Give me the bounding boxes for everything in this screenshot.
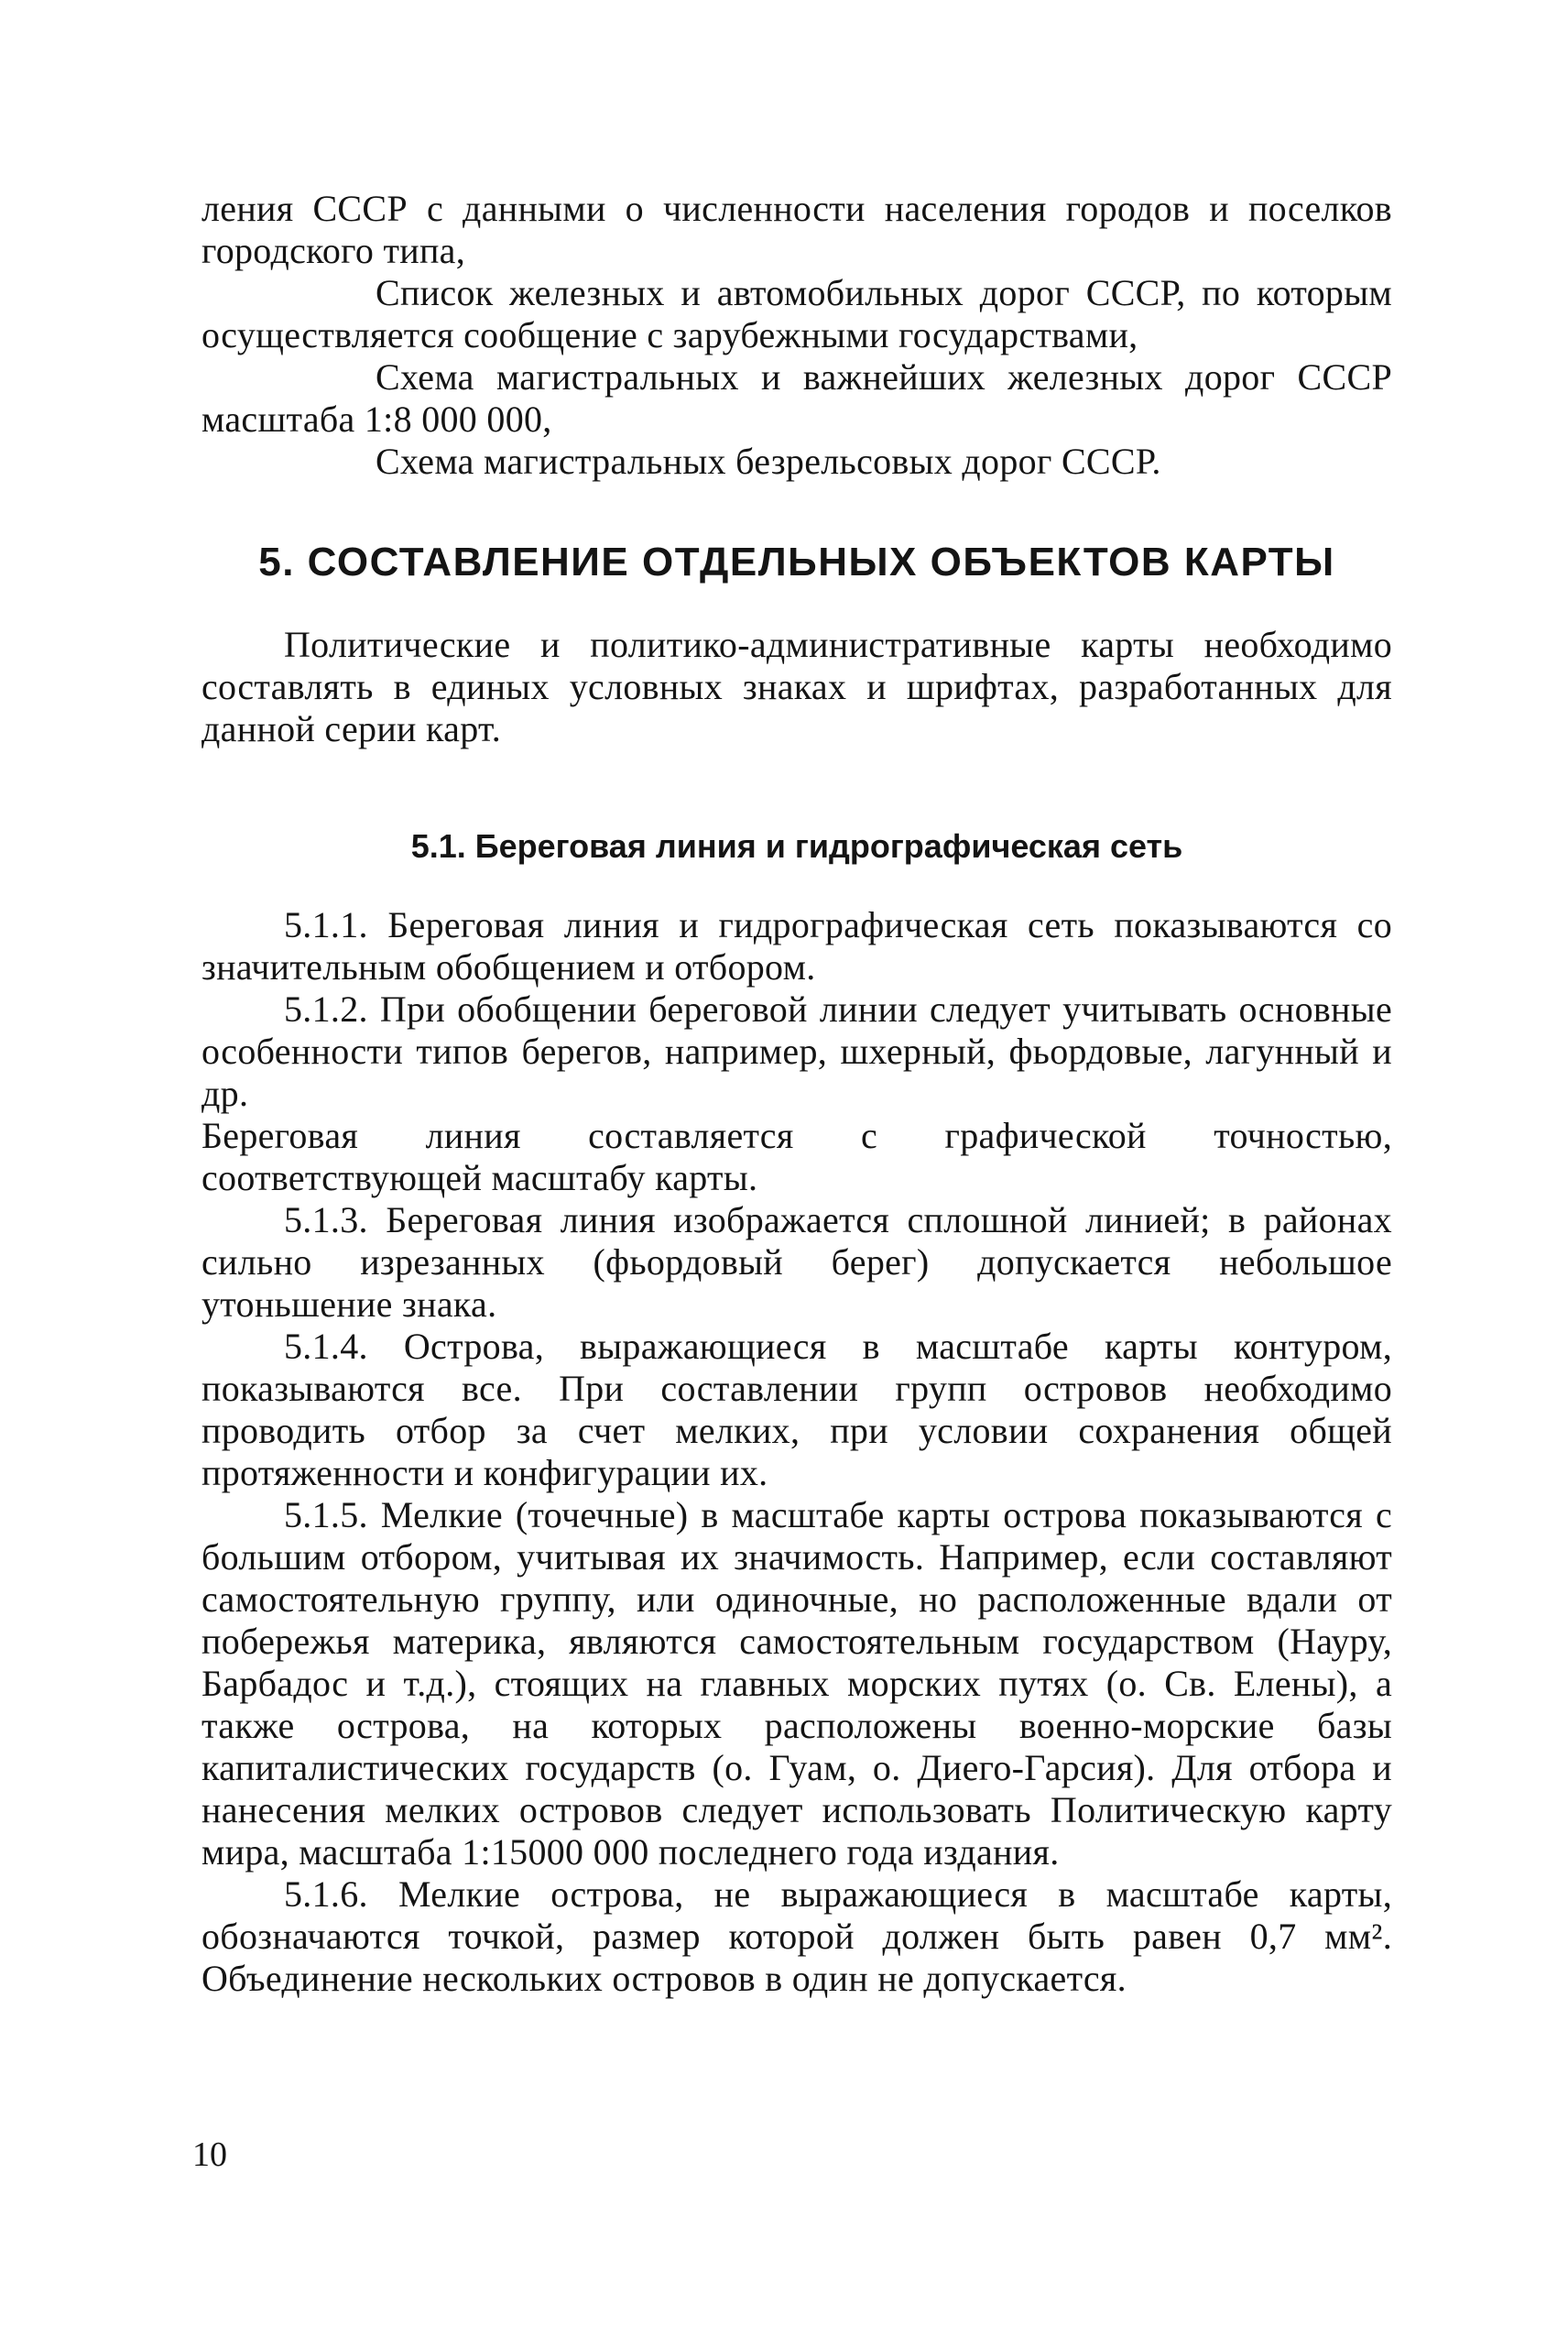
paragraph-intro-3: Схема магистральных и важнейших железных дорог СССР масштаба 1:8 000 000,	[201, 356, 1392, 440]
paragraph-5-1-1: 5.1.1. Береговая линия и гидрографическая сеть показываются со значительным обобщением и отбором.	[201, 904, 1392, 988]
paragraph-5-1-5: 5.1.5. Мелкие (точечные) в масштабе карты острова показываются с большим отбором, учитывая их значимость. Например, если составляют самостоятельную группу, или одиночные, но расположенные вдали от побережья материка, являются самостоятельным государством (Науру, Барбадос и т.д.), стоящих на главных морских путях (о. Св. Елены), а также острова, на которых расположены военно-морские базы капиталистических государств (о. Гуам, о. Диего-Гарсия). Для отбора и нанесения мелких островов следует использовать Политическую карту мира, масштаба 1:15000 000 последнего года издания.	[201, 1494, 1392, 1873]
document-page	[201, 188, 1392, 2000]
paragraph-5-1-2: 5.1.2. При обобщении береговой линии следует учитывать основные особенности типов берегов, например, шхерный, фьордовые, лагунный и др.	[201, 988, 1392, 1114]
section-5-1-heading: 5.1. Береговая линия и гидрографическая сеть	[410, 827, 1183, 865]
paragraph-intro-4: Схема магистральных безрельсовых дорог СССР.	[376, 441, 1161, 482]
page-number: 10	[192, 2135, 227, 2174]
section-5-heading: 5. СОСТАВЛЕНИЕ ОТДЕЛЬНЫХ ОБЪЕКТОВ КАРТЫ	[258, 540, 1335, 584]
paragraph-5-1-4: 5.1.4. Острова, выражающиеся в масштабе карты контуром, показываются все. При составлении групп островов необходимо проводить отбор за счет мелких, при условии сохранения общей протяженности и конфигурации их.	[201, 1326, 1392, 1493]
paragraph-5-1-6: 5.1.6. Мелкие острова, не выражающиеся в масштабе карты, обозначаются точкой, размер которой должен быть равен 0,7 мм². Объединение нескольких островов в один не допускается.	[201, 1873, 1392, 1999]
paragraph-intro-2: Список железных и автомобильных дорог СССР, по которым осуществляется сообщение с зарубежными государствами,	[201, 272, 1392, 355]
paragraph-intro-1: ления СССР с данными о численности населения городов и поселков городского типа,	[201, 188, 1392, 271]
paragraph-5-1-2-continued: Береговая линия составляется с графической точностью, соответствующей масштабу карты.	[201, 1115, 1392, 1198]
paragraph-5-1-3: 5.1.3. Береговая линия изображается сплошной линией; в районах сильно изрезанных (фьордовый берег) допускается небольшое утоньшение знака.	[201, 1199, 1392, 1325]
section-5-intro: Политические и политико-административные карты необходимо составлять в единых условных знаках и шрифтах, разработанных для данной серии карт.	[201, 624, 1392, 749]
